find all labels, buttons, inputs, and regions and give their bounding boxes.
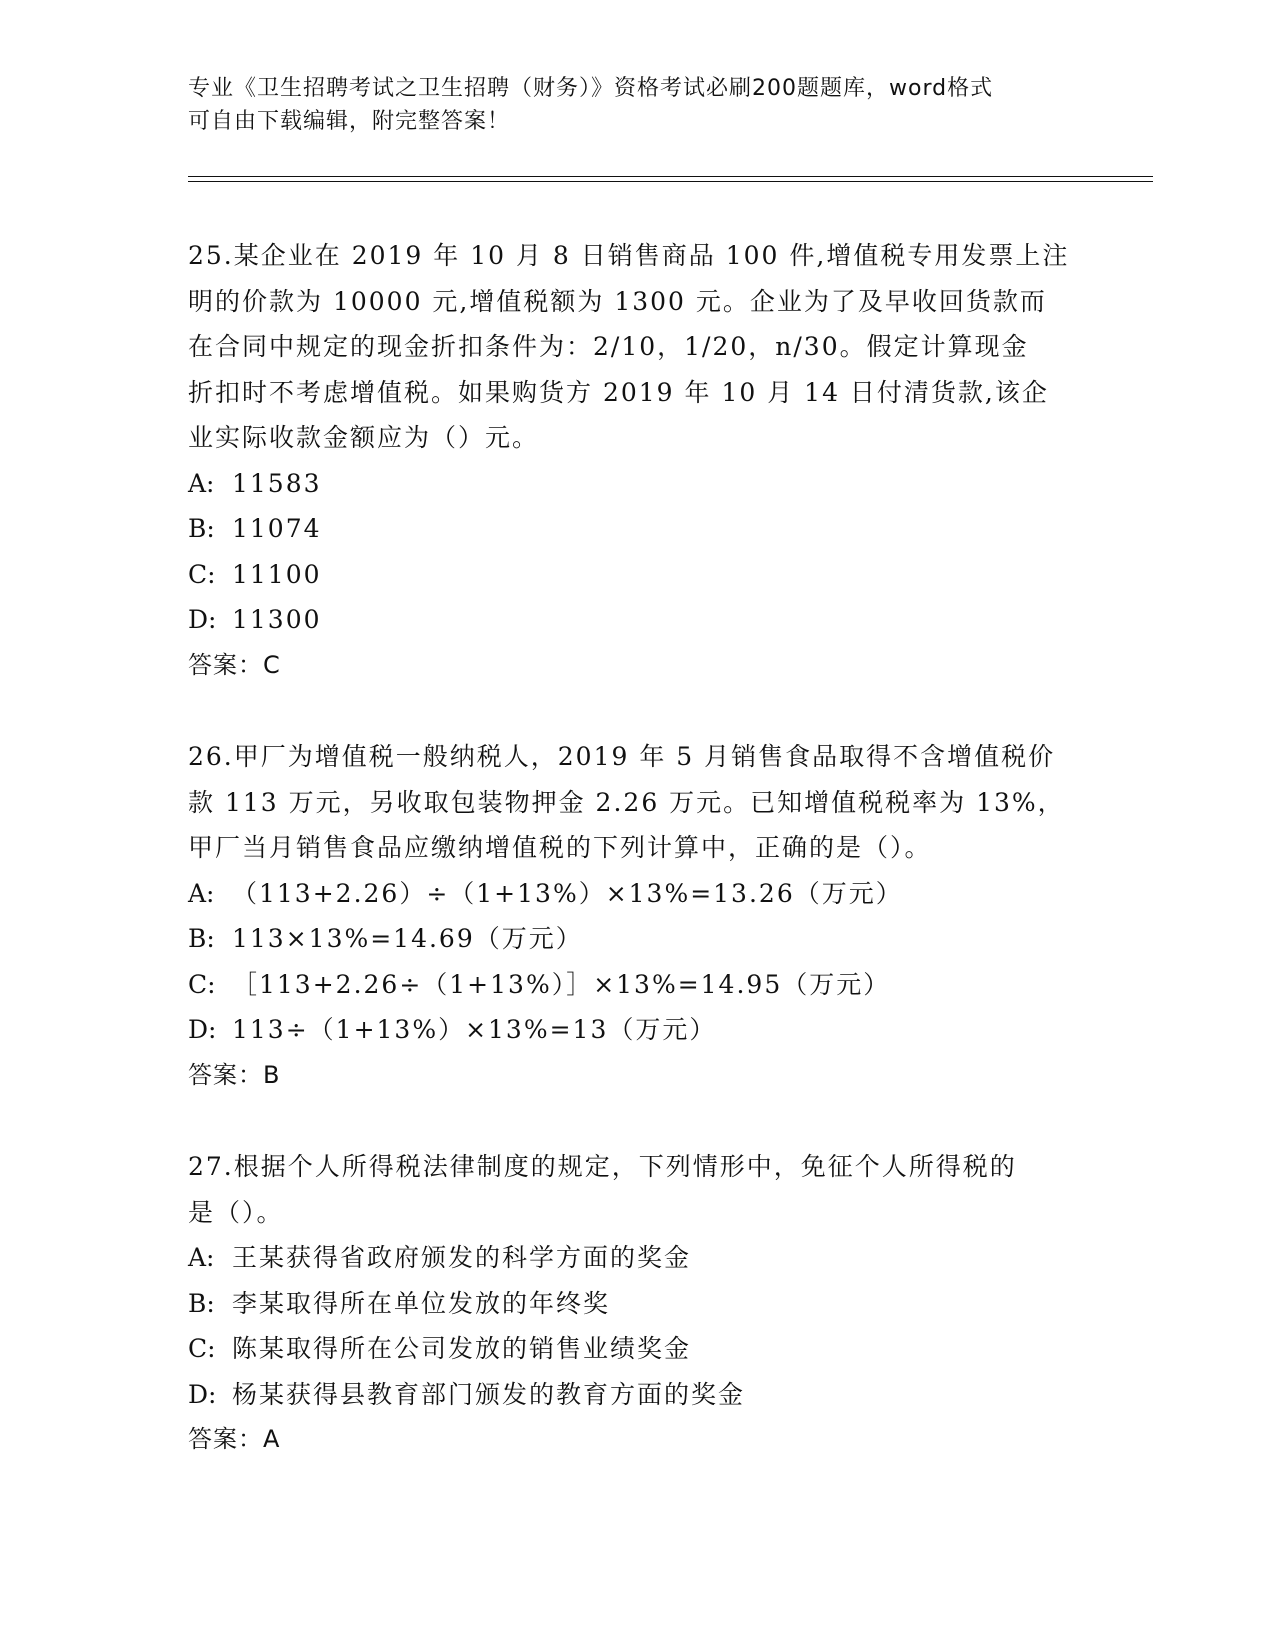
- option-c: [188, 962, 1088, 1008]
- option-text: 杨某获得县教育部门颁发的教育方面的奖金: [232, 1379, 746, 1409]
- option-c: [188, 552, 1088, 598]
- option-letter: D:: [188, 1379, 217, 1409]
- question-stem-line: 25.某企业在 2019 年 10 月 8 日销售商品 100 件,增值税专用发票上注: [188, 241, 1070, 270]
- header-title-line-2: 可自由下载编辑，附完整答案！: [188, 109, 511, 134]
- question-26: [188, 734, 1088, 1098]
- option-text: 陈某取得所在公司发放的销售业绩奖金: [232, 1334, 692, 1363]
- question-stem-line: 甲厂当月销售食品应缴纳增值税的下列计算中，正确的是（）。: [188, 833, 932, 862]
- question-27: [188, 1144, 1088, 1463]
- header-divider-top: [188, 176, 1153, 177]
- option-b: [188, 506, 1088, 552]
- option-d: [188, 1007, 1088, 1053]
- answer-line: 答案：C: [188, 650, 281, 679]
- option-a: [188, 871, 1088, 917]
- option-text: 李某取得所在单位发放的年终奖: [232, 1288, 611, 1318]
- option-d: [188, 1372, 1088, 1418]
- option-c: [188, 1326, 1088, 1372]
- header-divider-bottom: [188, 181, 1153, 182]
- option-letter: D:: [188, 605, 217, 634]
- option-b: [188, 916, 1088, 962]
- question-stem-line: 款 113 万元，另收取包装物押金 2.26 万元。已知增值税税率为 13%，: [188, 787, 1065, 817]
- answer-line: 答案：A: [188, 1425, 281, 1453]
- option-letter: A:: [188, 1243, 215, 1272]
- option-a: [188, 461, 1088, 507]
- option-letter: B:: [188, 514, 215, 543]
- option-text: （113+2.26）÷（1+13%）×13%=13.26（万元）: [232, 878, 903, 908]
- option-b: [188, 1281, 1088, 1327]
- option-letter: C:: [188, 969, 216, 999]
- option-text: 11583: [232, 468, 322, 498]
- header-title-line-1: 专业《卫生招聘考试之卫生招聘（财务）》资格考试必刷200题题库，word格式: [188, 76, 994, 101]
- question-25: [188, 233, 1088, 688]
- option-text: 王某获得省政府颁发的科学方面的奖金: [232, 1243, 692, 1272]
- document-header: [188, 72, 1068, 138]
- option-letter: A:: [188, 878, 215, 908]
- question-stem-line: 27.根据个人所得税法律制度的规定，下列情形中，免征个人所得税的: [188, 1152, 1017, 1181]
- option-letter: B:: [188, 1288, 215, 1318]
- question-stem-line: 折扣时不考虑增值税。如果购货方 2019 年 10 月 14 日付清货款,该企: [188, 377, 1049, 407]
- option-letter: D:: [188, 1015, 217, 1044]
- question-stem-line: 26.甲厂为增值税一般纳税人，2019 年 5 月销售食品取得不含增值税价: [188, 742, 1056, 771]
- option-d: [188, 597, 1088, 643]
- option-text: 113÷（1+13%）×13%=13（万元）: [232, 1015, 717, 1044]
- option-letter: A:: [188, 468, 215, 498]
- option-letter: C:: [188, 559, 216, 589]
- option-letter: C:: [188, 1334, 216, 1363]
- question-stem-line: 在合同中规定的现金折扣条件为：2/10，1/20，n/30。假定计算现金: [188, 332, 1029, 361]
- option-text: 11300: [232, 605, 322, 634]
- question-stem-line: 是（）。: [188, 1197, 284, 1227]
- answer-line: 答案：B: [188, 1060, 281, 1089]
- question-stem-line: 业实际收款金额应为（）元。: [188, 423, 540, 452]
- option-text: ［113+2.26÷（1+13%）］×13%=14.95（万元）: [232, 969, 891, 999]
- question-stem-line: 明的价款为 10000 元,增值税额为 1300 元。企业为了及早收回货款而: [188, 286, 1047, 316]
- option-text: 113×13%=14.69（万元）: [232, 924, 583, 953]
- option-text: 11074: [232, 514, 322, 543]
- option-letter: B:: [188, 924, 215, 953]
- option-a: [188, 1235, 1088, 1281]
- option-text: 11100: [232, 559, 322, 589]
